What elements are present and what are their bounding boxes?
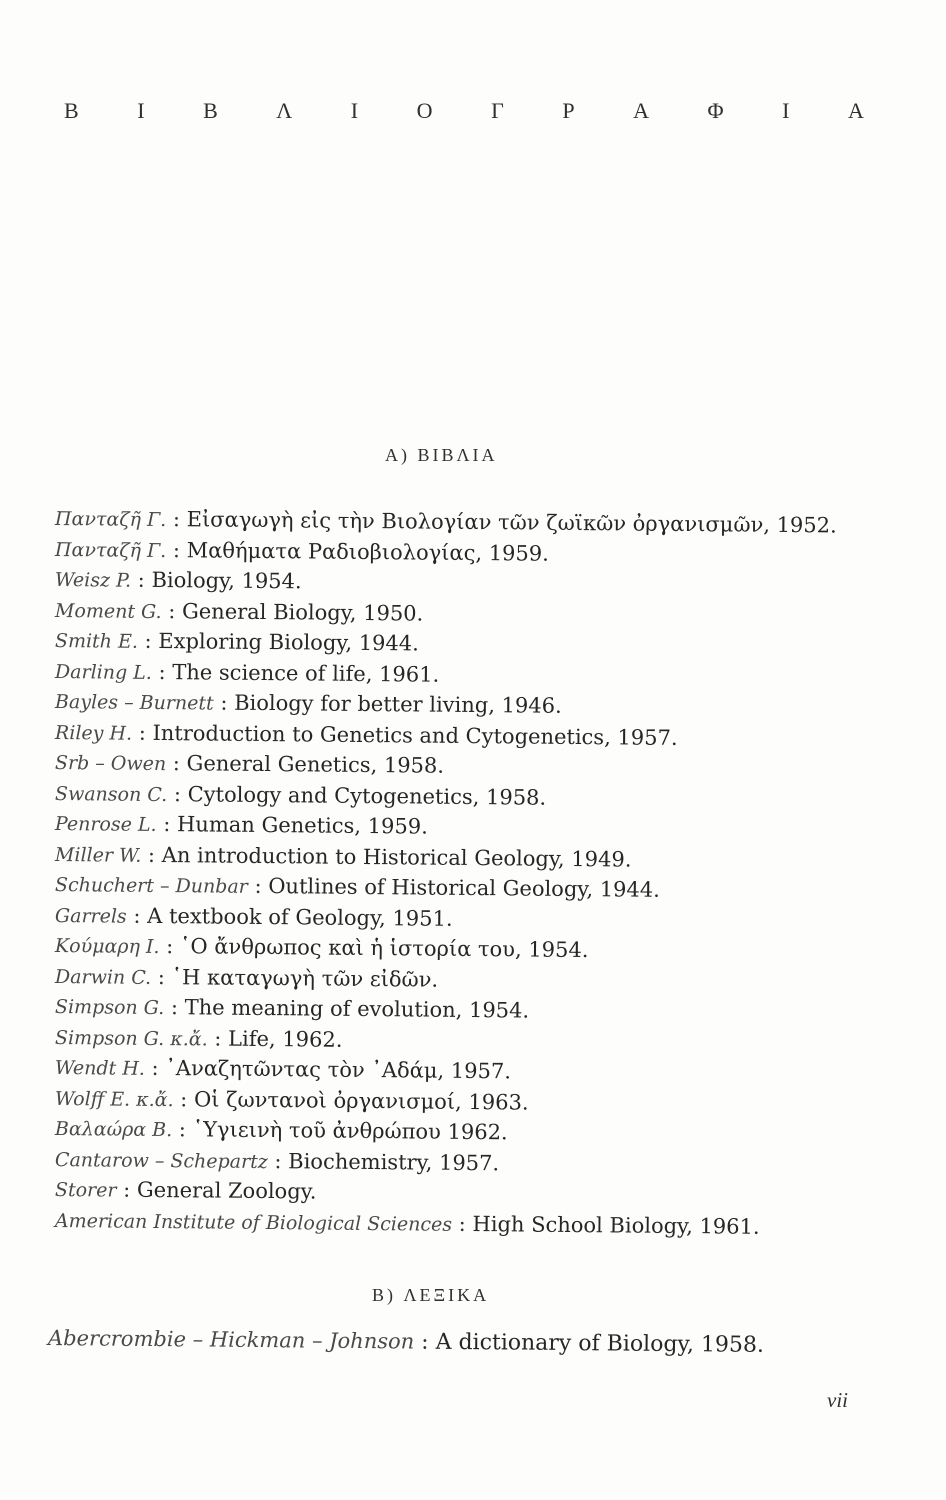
entry-author: Penrose L. [54, 813, 157, 836]
entry-separator: : [141, 842, 162, 867]
entry-title: The meaning of evolution, 1954. [184, 995, 530, 1023]
heading-letter: I [782, 98, 790, 123]
entry-separator: : [116, 1177, 138, 1202]
entry-title: Human Genetics, 1959. [176, 812, 428, 839]
entry-title: The science of life, 1961. [172, 659, 440, 687]
entry-author: Simpson G. [54, 996, 165, 1020]
entry-separator: : [137, 628, 159, 653]
page-number: vii [827, 1388, 848, 1412]
heading-letter: O [416, 98, 433, 123]
entry-separator: : [213, 690, 235, 715]
entry-separator: : [156, 811, 178, 837]
entry-title: A textbook of Geology, 1951. [147, 903, 453, 931]
entry-separator: : [151, 964, 172, 989]
entry-title: ῾Ο ἄνθρωπος καὶ ἡ ἱστορία του, 1954. [179, 934, 589, 963]
entry-separator: : [166, 751, 187, 776]
entry-author: Abercrombie – Hickman – Johnson [47, 1326, 415, 1354]
entry-title: General Biology, 1950. [181, 598, 424, 626]
entry-separator: : [451, 1211, 473, 1236]
entry-separator: : [207, 1025, 229, 1051]
entry-separator: : [247, 873, 269, 899]
entry-separator: : [151, 659, 173, 684]
entry-title: An introduction to Historical Geology, 1949. [161, 842, 632, 872]
heading-letter: Φ [707, 98, 724, 123]
entry-author: Riley H. [54, 721, 133, 745]
entry-separator: : [144, 1055, 166, 1081]
entry-author: Πανταζῆ Γ. [54, 508, 167, 532]
bibliography-heading [64, 98, 864, 124]
entry-title: Life, 1962. [228, 1026, 343, 1052]
entry-separator: : [161, 598, 183, 623]
entry-author: Moment G. [54, 599, 162, 623]
entry-title: Biochemistry, 1957. [288, 1148, 500, 1175]
entry-author: Cantarow – Schepartz [54, 1148, 268, 1173]
heading-letter: I [137, 98, 145, 123]
books-list [54, 503, 837, 1239]
entry-title: Outlines of Historical Geology, 1944. [268, 874, 660, 902]
entry-author: Βαλαώρα Β. [54, 1118, 173, 1142]
section-title-dictionaries: B) ΛΕΞΙΚΑ [372, 1285, 490, 1305]
entry-author: Srb – Owen [54, 752, 167, 776]
entry-title: General Zoology. [136, 1177, 317, 1204]
entry-separator: : [126, 903, 148, 928]
entry-author: American Institute of Biological Sciences [54, 1209, 453, 1236]
entry-author: Wolff E. κ.ἄ. [54, 1087, 174, 1111]
heading-letter: A [848, 98, 864, 123]
entry-author: Κούμαρη Ι. [54, 935, 160, 959]
heading-letter: I [350, 98, 359, 123]
dictionary-entry [48, 1322, 764, 1361]
entry-title: Οἱ ζωντανοὶ ὀργανισμοί, 1963. [193, 1086, 529, 1115]
entry-author: Bayles – Burnett [54, 691, 214, 715]
heading-letter: B [64, 98, 79, 123]
entry-separator: : [167, 781, 188, 806]
entry-title: High School Biology, 1961. [472, 1211, 760, 1239]
entry-separator: : [166, 507, 187, 532]
entry-author: Simpson G. κ.ἄ. [54, 1026, 208, 1050]
heading-letter: B [203, 98, 218, 123]
entry-separator: : [166, 537, 187, 562]
entry-title: Introduction to Genetics and Cytogenetics, 1957. [152, 720, 678, 750]
entry-author: Garrels [54, 904, 127, 928]
entry-separator: : [164, 995, 185, 1020]
entry-author: Swanson C. [54, 782, 168, 806]
heading-letter: A [633, 98, 649, 123]
entry-title: Exploring Biology, 1944. [158, 628, 419, 656]
entry-author: Storer [54, 1179, 117, 1202]
entry-title: Εἰσαγωγὴ εἰς τὴν Βιολογίαν τῶν ζωϊκῶν ὀργανισμῶν, 1952. [186, 507, 837, 538]
entry-title: ῾Υγιεινὴ τοῦ ἀνθρώπου 1962. [192, 1117, 508, 1145]
entry-separator: : [414, 1329, 436, 1355]
section-title-books: A) BIBΛIA [385, 445, 498, 465]
entry-author: Miller W. [54, 843, 142, 867]
entry-separator: : [159, 934, 181, 959]
entry-title: ᾽Αναζητῶντας τὸν ᾽Αδάμ, 1957. [165, 1056, 512, 1084]
entry-author: Darling L. [54, 660, 153, 684]
entry-separator: : [173, 1086, 195, 1111]
entry-author: Πανταζῆ Γ. [54, 538, 167, 562]
entry-author: Schuchert – Dunbar [54, 874, 248, 898]
entry-author: Smith E. [54, 630, 139, 653]
entry-title: Cytology and Cytogenetics, 1958. [187, 781, 547, 810]
entry-title: Biology for better living, 1946. [234, 690, 562, 718]
entry-title: ῾Η καταγωγὴ τῶν εἰδῶν. [171, 964, 439, 992]
entry-title: A dictionary of Biology, 1958. [435, 1329, 765, 1358]
entry-title: General Genetics, 1958. [186, 751, 445, 778]
entry-separator: : [130, 567, 152, 592]
entry-separator: : [267, 1148, 289, 1173]
heading-letter: Λ [276, 98, 293, 123]
entry-author: Wendt H. [54, 1057, 146, 1080]
heading-letter: Γ [491, 98, 504, 123]
entry-separator: : [172, 1117, 193, 1142]
entry-author: Weisz P. [54, 569, 132, 592]
heading-letter: P [562, 98, 575, 123]
entry-author: Darwin C. [54, 965, 152, 989]
entry-separator: : [131, 720, 153, 745]
entry-title: Biology, 1954. [151, 567, 302, 594]
entry-title: Μαθήματα Ραδιοβιολογίας, 1959. [186, 537, 550, 566]
